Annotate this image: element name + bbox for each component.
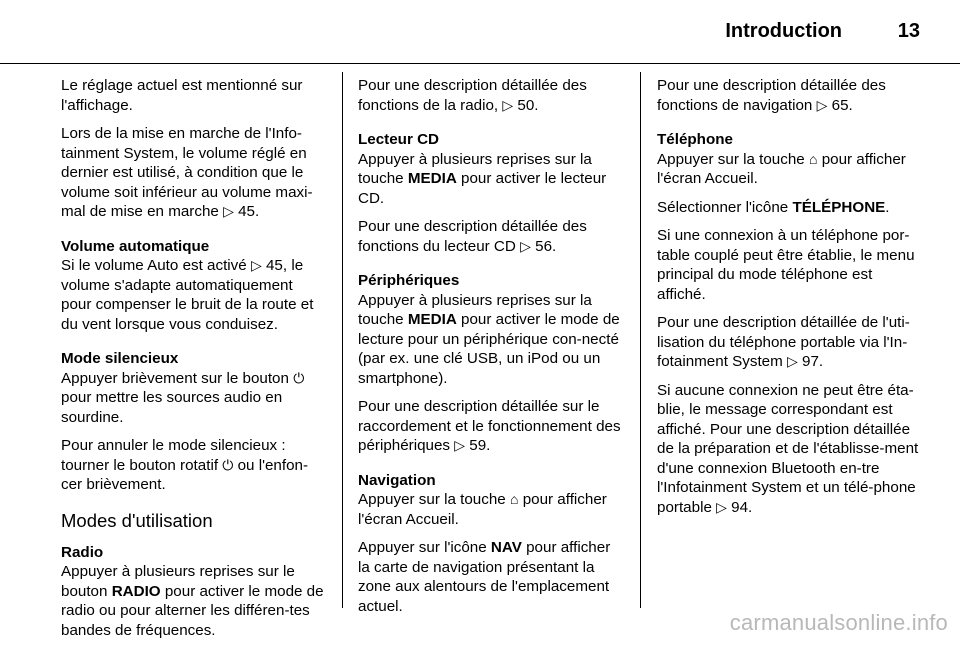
page-header	[0, 0, 960, 64]
subheading-navigation: Navigation	[358, 471, 436, 489]
paragraph: Sélectionner l'icône TÉLÉPHONE.	[657, 198, 890, 216]
media-key-label: MEDIA	[407, 311, 457, 328]
arrow-triangle-icon: ▷	[716, 498, 727, 515]
subheading-phone: Téléphone	[657, 131, 733, 148]
arrow-triangle-icon: ▷	[816, 96, 828, 113]
paragraph: Pour une description détaillée des fonctions du lecteur CD ▷ 56.	[358, 218, 587, 255]
paragraph: Pour une description détaillée sur le raccordement et le fonctionnement des périphériques ▷ 59.	[358, 398, 621, 454]
subheading-peripherals: Périphériques	[358, 272, 460, 289]
paragraph: Pour une description détaillée de l'uti-lisation du téléphone portable via l'In-fotainment System ▷ 97.	[657, 314, 910, 370]
subheading-volume: Volume automatique	[61, 237, 210, 255]
media-key-label: MEDIA	[407, 170, 457, 187]
arrow-triangle-icon: ▷	[454, 437, 466, 453]
paragraph: Appuyer à plusieurs reprises sur la touche MEDIA pour activer le lecteur CD.	[358, 150, 607, 207]
subheading-mute: Mode silencieux	[61, 350, 179, 367]
paragraph: Appuyer sur la touche ⌂ pour afficher l'écran Accueil.	[358, 491, 607, 528]
paragraph: Si le volume Auto est activé ▷ 45, le volume s'adapte automatiquement pour compenser le bruit de la route et du vent lorsque vous conduisez.	[61, 257, 314, 333]
subheading-cd: Lecteur CD	[358, 131, 440, 148]
page-reference[interactable]: 94.	[731, 498, 753, 516]
paragraph: Pour une description détaillée des fonctions de navigation ▷ 65.	[657, 77, 886, 114]
subheading-radio: Radio	[61, 543, 104, 561]
paragraph: Si aucune connexion ne peut être éta-blie, le message correspondant est affiché. Pour une description détaillée de la préparation et de l'établisse-ment d'une connexion Bluetooth en-tre l'Infotainment System et un télé-phone portable ▷ 94.	[657, 381, 919, 516]
column-divider	[342, 72, 343, 608]
paragraph: Lors de la mise en marche de l'Info-tainment System, le volume réglé en dernier est utilisé, à condition que le volume soit inférieur au volume maxi-mal de mise en marche ▷ 45.	[61, 125, 313, 220]
arrow-triangle-icon: ▷	[787, 353, 798, 369]
page-reference[interactable]: 50.	[517, 96, 539, 114]
nav-key-label: NAV	[490, 539, 522, 556]
page-reference[interactable]: 59.	[469, 437, 491, 454]
home-icon: ⌂	[509, 491, 519, 507]
column-3	[657, 76, 925, 526]
radio-key-label: RADIO	[111, 582, 161, 600]
page-reference[interactable]: 97.	[802, 353, 824, 370]
page-number: 13	[897, 20, 920, 42]
power-icon: ⏻	[293, 369, 305, 386]
column-divider	[640, 72, 641, 608]
paragraph: Appuyer à plusieurs reprises sur la touche MEDIA pour activer le mode de lecture pour un périphérique con-necté (par ex. une clé USB, un iPod ou un smartphone).	[358, 291, 620, 387]
arrow-triangle-icon: ▷	[502, 96, 514, 113]
paragraph: Pour une description détaillée des fonctions de la radio, ▷ 50.	[358, 77, 587, 114]
paragraph: Appuyer sur la touche ⌂ pour afficher l'écran Accueil.	[657, 150, 906, 187]
paragraph: Si une connexion à un téléphone por-table couplé peut être établie, le menu principal du mode téléphone est affiché.	[657, 227, 915, 303]
arrow-triangle-icon: ▷	[250, 257, 262, 273]
column-2	[358, 76, 624, 625]
page-title: Introduction	[725, 20, 842, 42]
page-reference[interactable]: 45.	[238, 203, 260, 220]
section-title: Modes d'utilisation	[61, 509, 213, 531]
watermark: carmanualsonline.info	[729, 610, 948, 635]
power-icon: ⏻	[222, 456, 234, 473]
paragraph: Appuyer à plusieurs reprises sur le bouton RADIO pour activer le mode de radio ou pour alterner les différen-tes bandes de fréquences.	[61, 563, 324, 639]
phone-key-label: TÉLÉPHONE	[792, 198, 886, 216]
arrow-triangle-icon: ▷	[223, 203, 234, 219]
arrow-triangle-icon: ▷	[520, 237, 531, 254]
paragraph: Le réglage actuel est mentionné sur l'affichage.	[61, 77, 303, 114]
column-1	[61, 76, 327, 649]
page-reference[interactable]: 56.	[535, 237, 557, 255]
home-icon: ⌂	[808, 150, 818, 167]
page-reference[interactable]: 45, le	[265, 257, 304, 274]
paragraph: Appuyer brièvement sur le bouton ⏻ pour mettre les sources audio en sourdine.	[61, 369, 305, 426]
paragraph: Pour annuler le mode silencieux : tourner le bouton rotatif ⏻ ou l'enfon-cer brièvement.	[61, 437, 309, 493]
paragraph: Appuyer sur l'icône NAV pour afficher la carte de navigation présentant la zone aux alentours de l'emplacement actuel.	[358, 539, 611, 615]
page-reference[interactable]: 65.	[831, 96, 853, 114]
